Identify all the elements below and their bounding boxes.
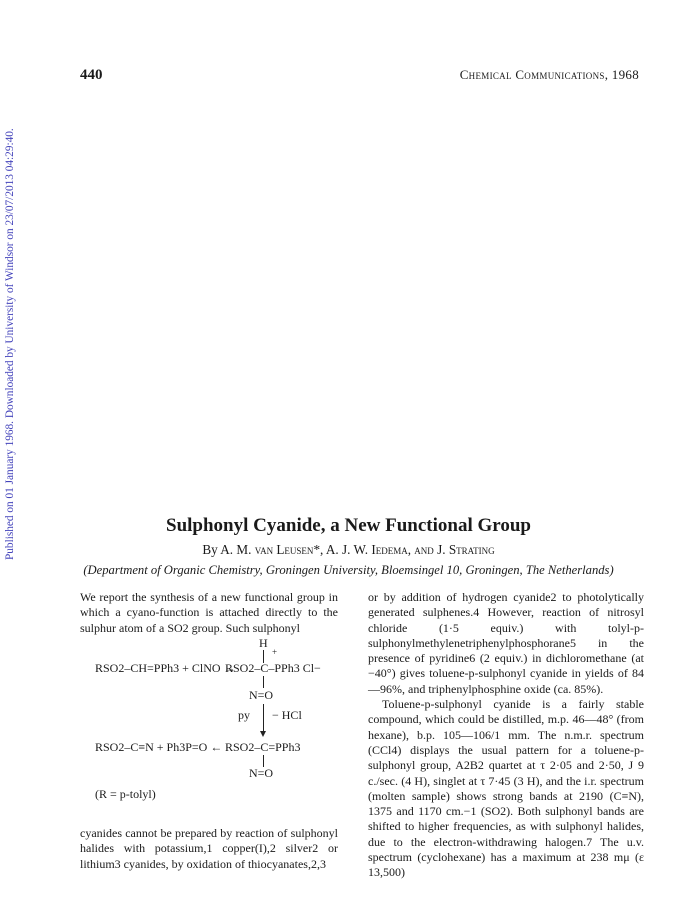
bond-line: [263, 676, 264, 688]
left-column-top: [80, 590, 338, 636]
author-line: [0, 542, 697, 558]
paragraph: We report the synthesis of a new functional group in which a cyano-function is attached directly to the sulphur atom of a SO2 group. Such sulphonyl: [80, 590, 338, 635]
author-name: van Leusen: [254, 542, 314, 557]
authors-by: By A. M.: [202, 542, 252, 557]
left-column-bottom: [80, 826, 338, 872]
authors-rest: *, A. J. W. Iedema, and J. Strating: [313, 542, 495, 557]
reaction-arrow: [263, 704, 264, 732]
paragraph: or by addition of hydrogen cyanide2 to photolytically generated sulphenes.4 However, reaction of nitrosyl chloride (1·5 equiv.) with tolyl-p-sulphonylmethylenetriphenylphosphorane5 in the presence of pyridine6 (2 equiv.) in dichloromethane (at −40°) gives toluene-p-sulphonyl cyanide in yields of 84—96%, and triphenylphosphine oxide (ca. 85%).: [368, 590, 644, 696]
scheme-no-group-1: N=O: [249, 688, 274, 702]
scheme-product: RSO2–C≡N + Ph3P=O ←: [95, 740, 223, 754]
scheme-no-group-2: N=O: [249, 766, 274, 780]
r-group-note: (R = p-tolyl): [95, 787, 156, 801]
scheme-py-label: py: [238, 708, 250, 722]
scheme-ylide: RSO2–C=PPh3: [225, 740, 301, 754]
arrow-head-icon: [260, 731, 266, 737]
paragraph: Toluene-p-sulphonyl cyanide is a fairly stable compound, which could be distilled, m.p. 46—48° (from hexane), b.p. 105—106/1 mm. The n.m.r. spectrum (CCl4) displays the usual pattern for a toluene-p-sulphonyl group, A2B2 quartet at τ 2·05 and 2·50, J 9 c./sec. (4 H), singlet at τ 7·45 (3 H), and the i.r. spectrum (molten sample) shows strong bands at 2190 (C≡N), 1375 and 1170 cm.−1 (SO2). Both sulphonyl bands are shifted to higher frequencies, as with sulphonyl halides, due to the electron-withdrawing halogen.7 The u.v. spectrum (cyclohexane) has a maximum at 238 mμ (ε 13,500): [368, 697, 644, 880]
scheme-h-label: H: [259, 636, 268, 650]
scheme-reactant: RSO2–CH=PPh3 + ClNO →: [95, 661, 236, 675]
affiliation: (Department of Organic Chemistry, Groningen University, Bloemsingel 10, Groningen, The Netherlands): [83, 563, 614, 577]
scheme-hcl-label: − HCl: [272, 708, 302, 722]
download-notice[interactable]: Published on 01 January 1968. Downloaded by University of Windsor on 23/07/2013 04:29:40.: [4, 128, 16, 560]
scheme-plus-label: +: [272, 647, 278, 657]
scheme-intermediate: RSO2–C–PPh3 Cl−: [225, 661, 321, 675]
right-column: [368, 590, 644, 881]
article-title: Sulphonyl Cyanide, a New Functional Group: [166, 515, 531, 536]
paragraph: cyanides cannot be prepared by reaction of sulphonyl halides with potassium,1 copper(I),2 silver2 or lithium3 cyanides, by oxidation of thiocyanates,2,3: [80, 826, 338, 871]
running-head: Chemical Communications, 1968: [459, 67, 639, 82]
page-number: 440: [80, 67, 103, 83]
